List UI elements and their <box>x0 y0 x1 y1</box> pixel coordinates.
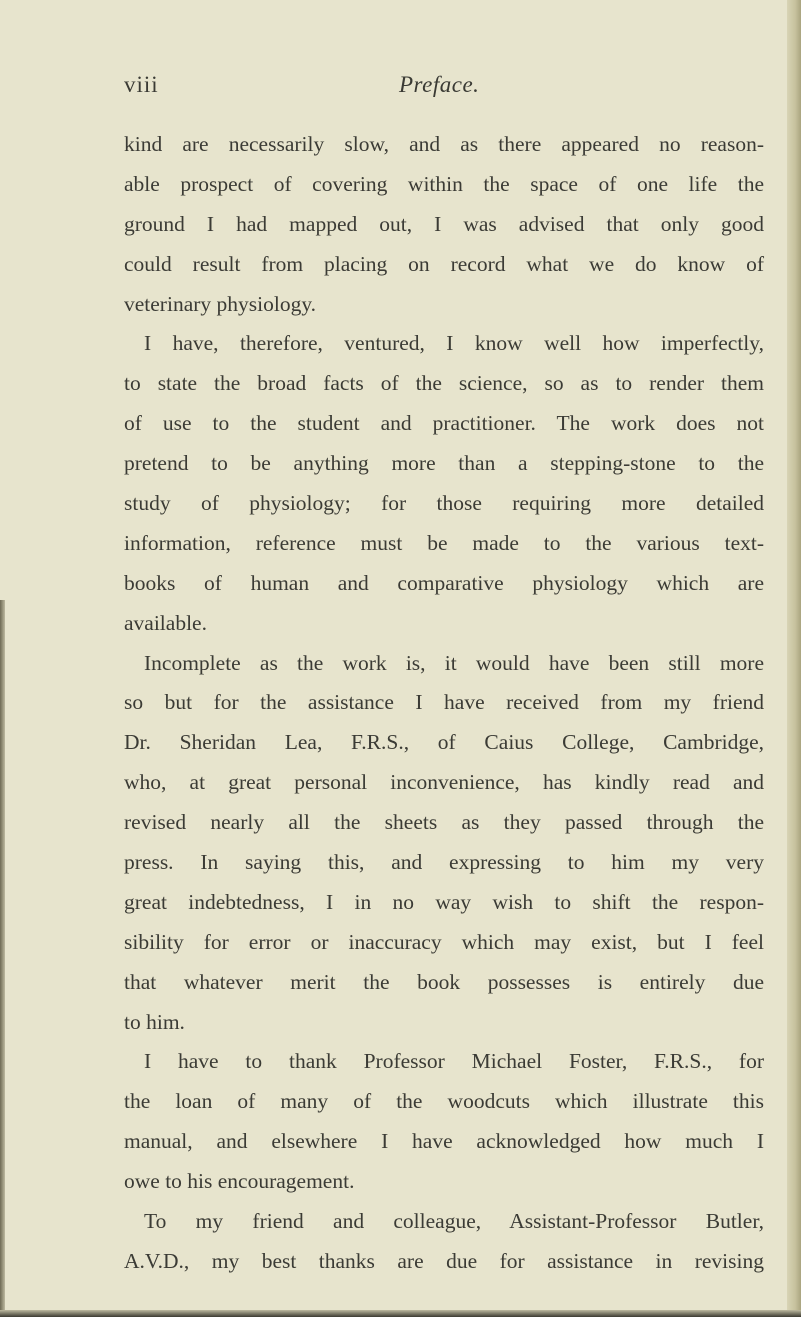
page-bottom-edge <box>0 1310 801 1317</box>
text-line: great indebtedness, I in no way wish to shift the respon- <box>124 889 764 914</box>
text-line: so but for the assistance I have received from my friend <box>124 690 764 715</box>
text-line: I have to thank Professor Michael Foster, F.R.S., for <box>144 1049 764 1074</box>
page-gutter-shadow <box>0 600 5 1317</box>
text-line: the loan of many of the woodcuts which illustrate this <box>124 1089 764 1114</box>
text-line: veterinary physiology. <box>124 291 317 316</box>
text-line: could result from placing on record what we do know of <box>124 251 764 276</box>
text-line: books of human and comparative physiology which are <box>124 570 764 595</box>
text-line: to him. <box>124 1009 185 1034</box>
text-line: that whatever merit the book possesses is entirely due <box>124 969 764 994</box>
text-line: able prospect of covering within the space of one life the <box>124 171 764 196</box>
text-line: Incomplete as the work is, it would have been still more <box>144 650 764 675</box>
text-line: study of physiology; for those requiring more detailed <box>124 491 764 516</box>
text-line: information, reference must be made to the various text- <box>124 530 764 555</box>
text-line: kind are necessarily slow, and as there appeared no reason- <box>124 132 764 156</box>
text-line: available. <box>124 610 207 635</box>
text-line: owe to his encouragement. <box>124 1169 355 1194</box>
text-line: sibility for error or inaccuracy which may exist, but I feel <box>124 929 764 954</box>
text-line: A.V.D., my best thanks are due for assistance in revising <box>124 1248 764 1273</box>
page-edge <box>787 0 801 1317</box>
text-line: manual, and elsewhere I have acknowledged how much I <box>124 1129 764 1154</box>
preface-body-text <box>124 125 764 1282</box>
text-line: ground I had mapped out, I was advised that only good <box>124 211 764 236</box>
text-line: pretend to be anything more than a stepping-stone to the <box>124 451 764 476</box>
text-line: I have, therefore, ventured, I know well how imperfectly, <box>144 331 764 356</box>
text-line: To my friend and colleague, Assistant-Professor Butler, <box>144 1209 764 1234</box>
page-number: viii <box>124 72 159 97</box>
text-line: revised nearly all the sheets as they passed through the <box>124 810 764 835</box>
text-line: Dr. Sheridan Lea, F.R.S., of Caius College, Cambridge, <box>124 730 764 755</box>
text-line: who, at great personal inconvenience, has kindly read and <box>124 770 764 795</box>
text-line: press. In saying this, and expressing to him my very <box>124 850 764 875</box>
running-head: Preface. <box>399 72 480 97</box>
page-header <box>124 72 764 102</box>
text-line: to state the broad facts of the science, so as to render them <box>124 371 764 396</box>
text-line: of use to the student and practitioner. The work does not <box>124 411 764 436</box>
